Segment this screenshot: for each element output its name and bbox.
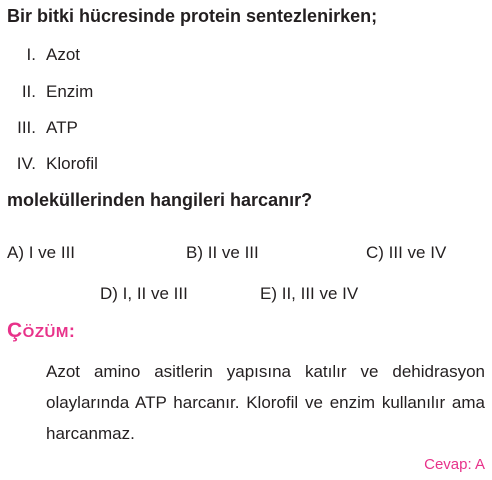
item-text: Enzim	[46, 82, 94, 101]
solution-heading-rest: ÖZÜM	[22, 324, 69, 341]
item-numeral: III.	[17, 118, 36, 137]
question-stem: Bir bitki hücresinde protein sentezlenirken;	[7, 6, 378, 26]
option-d[interactable]: D) I, II ve III	[100, 284, 188, 303]
option-e[interactable]: E) II, III ve IV	[260, 284, 359, 303]
item-numeral: I.	[26, 45, 36, 64]
option-a[interactable]: A) I ve III	[7, 243, 76, 262]
solution-heading	[7, 319, 75, 343]
solution-heading-colon: :	[68, 321, 76, 341]
item-text: Klorofil	[46, 154, 98, 173]
item-text: ATP	[46, 118, 78, 137]
item-numeral: IV.	[16, 154, 36, 173]
solution-heading-initial: Ç	[7, 319, 23, 342]
option-b[interactable]: B) II ve III	[186, 243, 259, 262]
answer-key: Cevap: A	[424, 456, 485, 473]
solution-explanation: Azot amino asitlerin yapısına katılır ve dehidrasyon olaylarında ATP harcanır. Klorofil ve enzim kullanılır ama harcanmaz.	[46, 362, 485, 443]
item-numeral: II.	[21, 82, 36, 101]
item-text: Azot	[46, 45, 81, 64]
question-prompt: moleküllerinden hangileri harcanır?	[7, 190, 313, 210]
option-c[interactable]: C) III ve IV	[366, 243, 447, 262]
